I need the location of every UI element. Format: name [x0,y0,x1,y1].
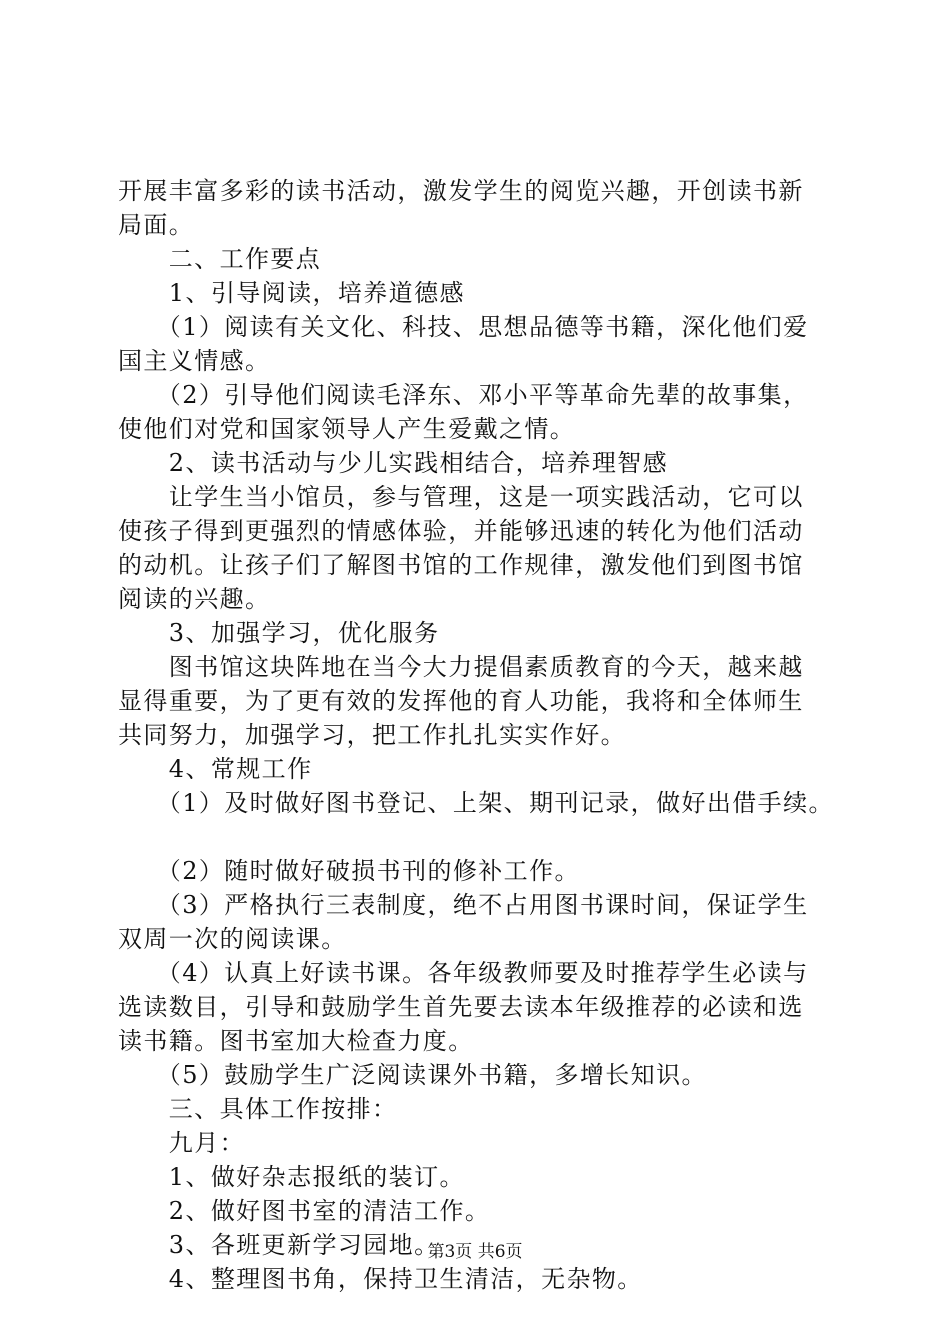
body-line: 使他们对党和国家领导人产生爱戴之情。 [118,415,576,443]
body-line: 图书馆这块阵地在当今大力提倡素质教育的今天，越来越 [118,653,804,681]
body-line: 使孩子得到更强烈的情感体验，并能够迅速的转化为他们活动 [118,517,804,545]
subsection-heading: 4、常规工作 [118,755,313,783]
list-item: 3、各班更新学习园地。 [118,1231,440,1259]
body-line: 局面。 [118,211,195,239]
page-number-footer: 第3页 共6页 [427,1242,523,1262]
body-line: （2）随时做好破损书刊的修补工作。 [118,857,580,885]
body-line: 开展丰富多彩的读书活动，激发学生的阅览兴趣，开创读书新 [118,177,804,205]
section-heading: 二、工作要点 [118,245,322,273]
body-line: （1）及时做好图书登记、上架、期刊记录，做好出借手续。 [118,789,834,817]
body-line: （2）引导他们阅读毛泽东、邓小平等革命先辈的故事集， [118,381,809,409]
body-line: 国主义情感。 [118,347,271,375]
body-line: 选读数目，引导和鼓励学生首先要去读本年级推荐的必读和选 [118,993,804,1021]
subsection-heading: 1、引导阅读，培养道德感 [118,279,465,307]
body-line: （5）鼓励学生广泛阅读课外书籍，多增长知识。 [118,1061,707,1089]
body-line: 显得重要，为了更有效的发挥他的育人功能，我将和全体师生 [118,687,804,715]
month-heading: 九月： [118,1129,245,1157]
body-line: 共同努力，加强学习，把工作扎扎实实作好。 [118,721,626,749]
subsection-heading: 2、读书活动与少儿实践相结合，培养理智感 [118,449,669,477]
body-line: 双周一次的阅读课。 [118,925,347,953]
list-item: 2、做好图书室的清洁工作。 [118,1197,491,1225]
body-line: （4）认真上好读书课。各年级教师要及时推荐学生必读与 [118,959,809,987]
body-line: 读书籍。图书室加大检查力度。 [118,1027,474,1055]
body-line: 阅读的兴趣。 [118,585,271,613]
body-line: 的动机。让孩子们了解图书馆的工作规律，激发他们到图书馆 [118,551,804,579]
document-body [118,174,838,1296]
blank-line [118,820,838,854]
list-item: 1、做好杂志报纸的装订。 [118,1163,465,1191]
body-line: （3）严格执行三表制度，绝不占用图书课时间，保证学生 [118,891,809,919]
body-line: 让学生当小馆员，参与管理，这是一项实践活动，它可以 [118,483,804,511]
section-heading: 三、具体工作按排： [118,1095,398,1123]
subsection-heading: 3、加强学习，优化服务 [118,619,440,647]
list-item: 4、整理图书角，保持卫生清洁，无杂物。 [118,1265,643,1293]
body-line: （1）阅读有关文化、科技、思想品德等书籍，深化他们爱 [118,313,809,341]
